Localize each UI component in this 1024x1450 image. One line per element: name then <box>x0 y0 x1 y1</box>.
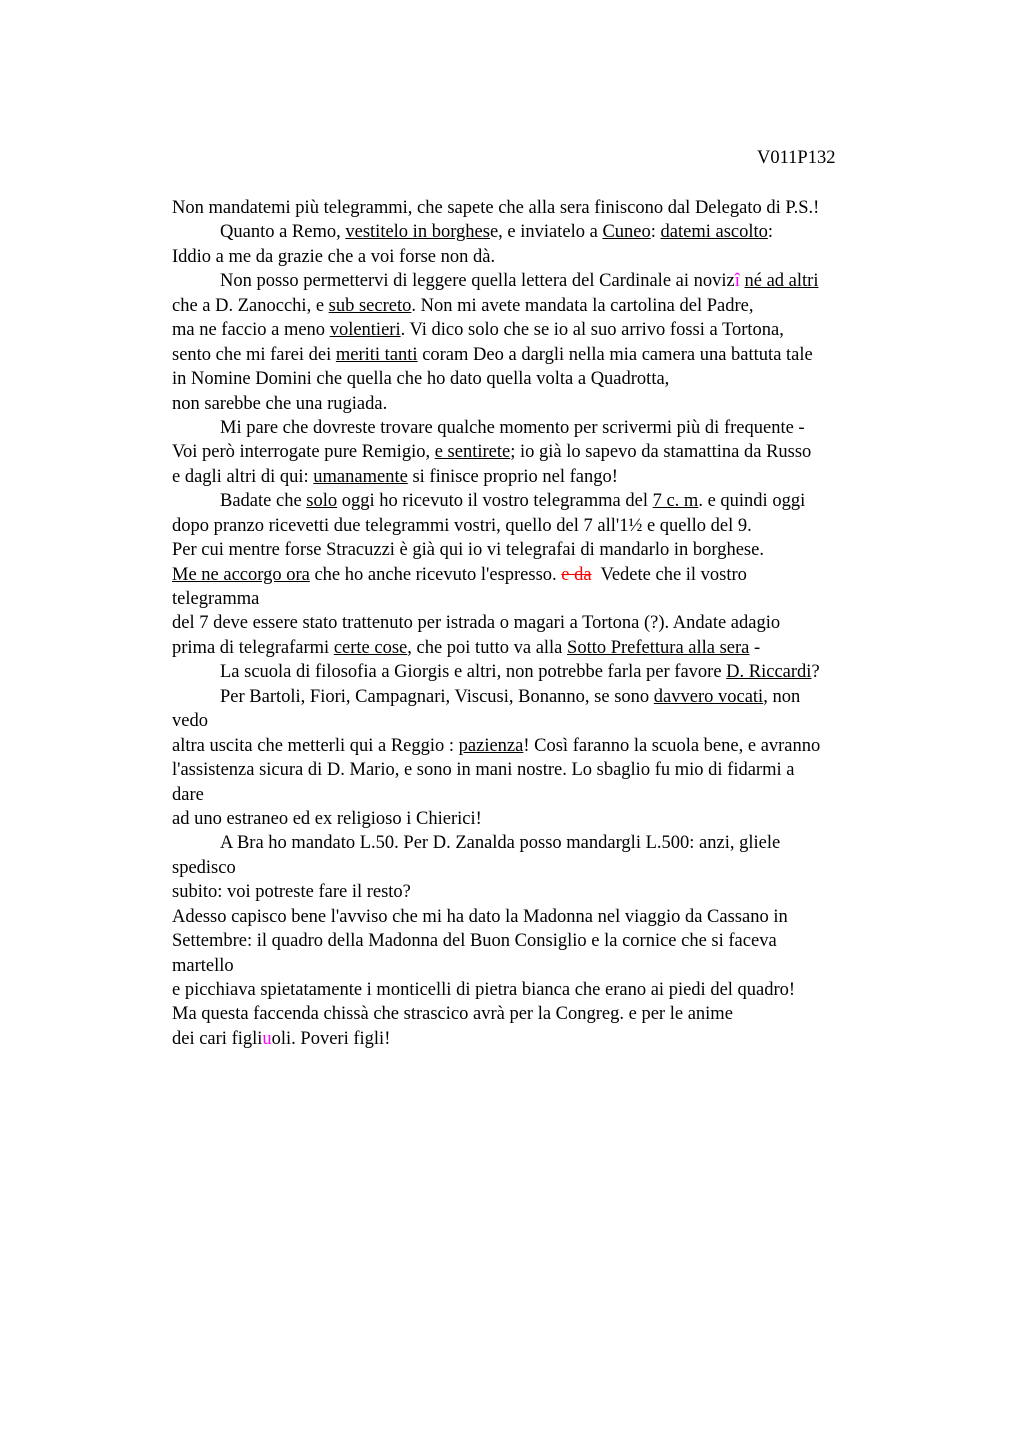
letter-body <box>172 196 912 1051</box>
text-line <box>172 489 912 513</box>
text-span: La scuola di filosofia a Giorgis e altri, non potrebbe farla per favore <box>220 662 727 683</box>
inserted-text: u <box>262 1028 272 1049</box>
text-span: del 7 deve essere stato trattenuto per istrada o magari a Tortona (?). Andate adagio <box>172 613 781 634</box>
underlined-text: certe cose <box>333 637 408 658</box>
text-line <box>172 343 912 367</box>
underlined-text: e sentirete <box>434 442 511 463</box>
text-line <box>172 269 912 293</box>
text-span: Badate che <box>220 491 307 512</box>
underlined-text: Cuneo <box>602 222 651 243</box>
text-line <box>172 587 912 611</box>
text-line <box>172 660 912 684</box>
underlined-text: solo <box>306 491 338 512</box>
text-line <box>172 880 912 904</box>
text-span: ma ne faccio a meno <box>172 320 330 341</box>
text-span: l'assistenza sicura di D. Mario, e sono in mani nostre. Lo sbaglio fu mio di fidarmi a <box>172 760 795 781</box>
underlined-text: umanamente <box>313 466 408 487</box>
text-span: Voi però interrogate pure Remigio, <box>172 442 435 463</box>
text-span: sento che mi farei dei <box>172 344 336 365</box>
text-span: - <box>749 637 761 658</box>
underlined-text: D. Riccardi <box>726 662 812 683</box>
text-span: : <box>650 222 661 243</box>
text-line <box>172 220 912 244</box>
document-id: V011P132 <box>757 148 836 168</box>
text-span: che a D. Zanocchi, e <box>172 295 329 316</box>
text-span: Non posso permettervi di leggere quella lettera del Cardinale ai noviz <box>220 271 735 292</box>
text-span: Iddio a me da grazie che a voi forse non dà. <box>172 246 496 267</box>
text-line <box>172 196 912 220</box>
text-line <box>172 685 912 709</box>
text-span: spedisco <box>172 857 236 878</box>
text-span: ; io già lo sapevo da stamattina da Russo <box>510 442 812 463</box>
underlined-text: Me ne accorgo ora <box>172 564 310 585</box>
text-span: Quanto a Remo, <box>220 222 346 243</box>
text-span: telegramma <box>172 589 260 609</box>
text-span: Per cui mentre forse Stracuzzi è già qui io vi telegrafai di mandarlo in borghese. <box>172 540 764 561</box>
inserted-text: î <box>734 271 740 292</box>
text-span: in Nomine Domini che quella che ho dato quella volta a Quadrotta, <box>172 369 670 390</box>
text-span: dare <box>172 784 204 805</box>
text-line <box>172 1027 912 1051</box>
text-span: non sarebbe che una rugiada. <box>172 393 388 414</box>
text-line <box>172 465 912 489</box>
text-span: vedo <box>172 711 208 732</box>
text-line <box>172 611 912 635</box>
underlined-text: vestitelo in borghes <box>345 222 490 243</box>
text-span: A Bra ho mandato L.50. Per D. Zanalda posso mandargli L.500: anzi, gliele <box>220 833 781 854</box>
text-line <box>172 954 912 978</box>
text-span: ? <box>811 662 820 683</box>
underlined-text: davvero vocati <box>653 686 764 707</box>
text-span: oli. Poveri figli! <box>271 1028 391 1049</box>
text-line <box>172 367 912 391</box>
underlined-text: 7 c. m <box>652 491 699 512</box>
text-span: . Non mi avete mandata la cartolina del Padre, <box>411 295 754 316</box>
text-span: e picchiava spietatamente i monticelli di pietra bianca che erano ai piedi del quadro! <box>172 980 796 1000</box>
text-span: Vedete che il vostro <box>591 564 747 585</box>
underlined-text: datemi ascolto <box>660 222 768 243</box>
text-span: e, e inviatelo a <box>489 222 603 243</box>
underlined-text: pazienza <box>458 735 524 756</box>
text-line <box>172 318 912 342</box>
text-span: oggi ho ricevuto il vostro telegramma del <box>337 491 653 512</box>
deleted-text: e da <box>561 564 592 585</box>
text-line <box>172 709 912 733</box>
text-span: altra uscita che metterli qui a Reggio : <box>172 735 459 756</box>
text-line <box>172 831 912 855</box>
text-line <box>172 392 912 416</box>
text-line <box>172 734 912 758</box>
underlined-text: Sotto Prefettura alla sera <box>567 637 750 658</box>
text-span: dei cari figli <box>172 1028 263 1049</box>
text-span: ad uno estraneo ed ex religioso i Chierici! <box>172 808 482 829</box>
text-span: . e quindi oggi <box>698 491 806 512</box>
text-span: Ma questa faccenda chissà che strascico avrà per la Congreg. e per le anime <box>172 1004 733 1025</box>
text-span: martello <box>172 955 234 976</box>
text-span: , che poi tutto va alla <box>407 637 568 658</box>
text-line <box>172 1002 912 1026</box>
text-line <box>172 440 912 464</box>
text-span: , non <box>763 686 801 707</box>
text-line <box>172 563 912 587</box>
text-span: dopo pranzo ricevetti due telegrammi vostri, quello del 7 all'1½ e quello del 9. <box>172 515 752 536</box>
text-line <box>172 514 912 538</box>
text-line <box>172 538 912 562</box>
text-span: prima di telegrafarmi <box>172 637 334 658</box>
text-span: ! Così faranno la scuola bene, e avranno <box>523 735 821 756</box>
underlined-text: meriti tanti <box>335 344 418 365</box>
text-span: Non mandatemi più telegrammi, che sapete che alla sera finiscono dal Delegato di P.S.! <box>172 198 820 218</box>
text-span: Settembre: il quadro della Madonna del Buon Consiglio e la cornice che si faceva <box>172 931 777 952</box>
text-line <box>172 856 912 880</box>
text-line <box>172 245 912 269</box>
underlined-text: volentieri <box>329 320 401 341</box>
text-span: Mi pare che dovreste trovare qualche momento per scrivermi più di frequente - <box>220 417 805 438</box>
text-line <box>172 929 912 953</box>
text-line <box>172 416 912 440</box>
text-span: . Vi dico solo che se io al suo arrivo fossi a Tortona, <box>400 320 784 341</box>
text-span: coram Deo a dargli nella mia camera una battuta tale <box>417 344 813 365</box>
text-line <box>172 636 912 660</box>
text-line <box>172 783 912 807</box>
text-span: subito: voi potreste fare il resto? <box>172 882 411 903</box>
text-line <box>172 978 912 1002</box>
text-span: si finisce proprio nel fango! <box>407 466 618 487</box>
text-span: Adesso capisco bene l'avviso che mi ha dato la Madonna nel viaggio da Cassano in <box>172 906 788 927</box>
text-line <box>172 294 912 318</box>
text-span: : <box>767 222 774 243</box>
text-span: che ho anche ricevuto l'espresso. <box>309 564 562 585</box>
text-line <box>172 905 912 929</box>
text-line <box>172 758 912 782</box>
text-span: e dagli altri di qui: <box>172 466 314 487</box>
text-span: Per Bartoli, Fiori, Campagnari, Viscusi, Bonanno, se sono <box>220 686 654 707</box>
underlined-text: sub secreto <box>328 295 412 316</box>
text-line <box>172 807 912 831</box>
underlined-text: né ad altri <box>744 271 819 292</box>
